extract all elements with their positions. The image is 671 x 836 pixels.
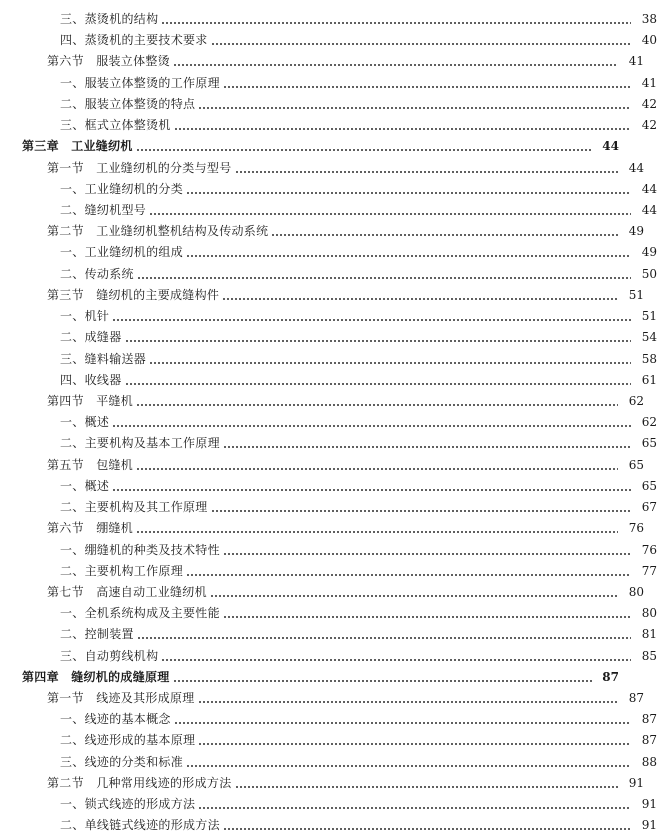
dot-leader (161, 646, 631, 667)
toc-page-number: 49 (641, 245, 657, 260)
toc-subsection-row (0, 561, 671, 582)
dot-leader (137, 624, 631, 645)
dot-leader (136, 391, 618, 412)
dot-leader (235, 158, 618, 179)
toc-entry-title: 一、概述 (60, 415, 110, 430)
toc-entry-title: 二、主要机构工作原理 (60, 563, 184, 578)
toc-section-row (0, 455, 658, 476)
dot-leader (271, 221, 618, 242)
toc-subsection-row (0, 603, 671, 624)
toc-entry-title: 一、线迹的基本概念 (60, 712, 171, 727)
toc-page-number: 65 (641, 436, 657, 451)
toc-section-row (0, 688, 658, 709)
toc-subsection-row (0, 709, 671, 730)
toc-entry-title: 第一节 工业缝纫机的分类与型号 (47, 160, 232, 175)
dot-leader (186, 242, 631, 263)
dot-leader (186, 561, 631, 582)
toc-chapter-row (0, 667, 633, 688)
dot-leader (198, 688, 618, 709)
toc-page-number: 65 (641, 478, 657, 493)
toc-entry-title: 一、工业缝纫机的组成 (60, 245, 184, 260)
toc-page-number: 44 (641, 202, 657, 217)
toc-page-number: 87 (641, 733, 657, 748)
toc-page-number: 91 (628, 775, 644, 790)
toc-section-row (0, 518, 658, 539)
dot-leader (112, 412, 631, 433)
toc-entry-title: 二、控制装置 (60, 627, 134, 642)
toc-page-number: 61 (641, 372, 657, 387)
toc-entry-title: 二、单线链式线迹的形成方法 (60, 818, 220, 833)
toc-page-number: 41 (641, 75, 657, 90)
toc-entry-title: 三、蒸烫机的结构 (60, 12, 159, 26)
toc-subsection-row (0, 624, 671, 645)
dot-leader (198, 94, 631, 115)
toc-entry-title: 二、传动系统 (60, 266, 134, 281)
toc-page-number: 80 (628, 584, 644, 599)
dot-leader (223, 540, 631, 561)
toc-entry-title: 第四章 缝纫机的成缝原理 (22, 669, 170, 684)
toc-entry-title: 一、工业缝纫机的分类 (60, 181, 184, 196)
toc-entry-title: 二、主要机构及其工作原理 (60, 500, 208, 515)
toc-entry-title: 三、线迹的分类和标准 (60, 754, 184, 769)
toc-section-row (0, 221, 658, 242)
toc-entry-title: 一、绷缝机的种类及技术特性 (60, 542, 220, 557)
toc-page-number: 50 (641, 266, 657, 281)
toc-section-row (0, 158, 658, 179)
toc-page-number: 67 (641, 500, 657, 515)
dot-leader (161, 9, 631, 30)
toc-section-row (0, 391, 658, 412)
dot-leader (149, 349, 631, 370)
toc-subsection-row (0, 200, 671, 221)
dot-leader (137, 264, 631, 285)
toc-page-number: 91 (641, 818, 657, 833)
toc-subsection-row (0, 752, 671, 773)
toc-page-number: 76 (641, 542, 657, 557)
toc-subsection-row (0, 433, 671, 454)
toc-subsection-row (0, 264, 671, 285)
dot-leader (223, 433, 631, 454)
toc-entry-title: 第五节 包缝机 (47, 457, 134, 472)
toc-page-number: 77 (641, 563, 657, 578)
toc-entry-title: 二、服装立体整烫的特点 (60, 96, 196, 111)
dot-leader (223, 815, 631, 836)
dot-leader (125, 370, 631, 391)
toc-page-number: 87 (628, 691, 644, 706)
toc-subsection-row (0, 179, 671, 200)
dot-leader (186, 179, 631, 200)
dot-leader (173, 667, 593, 688)
toc-page-number: 41 (628, 54, 644, 69)
toc-entry-title: 二、缝纫机型号 (60, 202, 147, 217)
dot-leader (186, 752, 631, 773)
toc-page-number: 80 (641, 606, 657, 621)
toc-page-number: 42 (641, 118, 657, 133)
dot-leader (174, 709, 631, 730)
dot-leader (211, 497, 631, 518)
toc-subsection-row (0, 476, 671, 497)
toc-section-row (0, 51, 658, 72)
toc-subsection-row (0, 242, 671, 263)
dot-leader (223, 73, 631, 94)
toc-subsection-row (0, 370, 671, 391)
toc-page-number: 85 (641, 648, 657, 663)
dot-leader (136, 455, 618, 476)
toc-subsection-row (0, 497, 671, 518)
toc-entry-title: 第二节 工业缝纫机整机结构及传动系统 (47, 224, 269, 239)
toc-chapter-row (0, 136, 633, 157)
toc-entry-title: 第三节 缝纫机的主要成缝构件 (47, 287, 220, 302)
toc-entry-title: 二、主要机构及基本工作原理 (60, 436, 220, 451)
toc-subsection-row (0, 94, 671, 115)
toc-subsection-row (0, 115, 671, 136)
toc-section-row (0, 582, 658, 603)
toc-entry-title: 第四节 平缝机 (47, 393, 134, 408)
toc-entry-title: 第七节 高速自动工业缝纫机 (47, 584, 207, 599)
toc-entry-title: 第一节 线迹及其形成原理 (47, 691, 195, 706)
toc-subsection-row (0, 349, 671, 370)
toc-subsection-row (0, 327, 671, 348)
toc-subsection-row (0, 794, 671, 815)
toc-subsection-row (0, 412, 671, 433)
toc-page-number: 81 (641, 627, 657, 642)
toc-entry-title: 一、全机系统构成及主要性能 (60, 606, 220, 621)
toc-entry-title: 一、服装立体整烫的工作原理 (60, 75, 220, 90)
toc-section-row (0, 773, 658, 794)
dot-leader (198, 794, 631, 815)
dot-leader (235, 773, 618, 794)
toc-entry-title: 三、缝料输送器 (60, 351, 147, 366)
toc-entry-title: 四、蒸烫机的主要技术要求 (60, 33, 208, 48)
dot-leader (198, 730, 631, 751)
toc-page-number: 91 (641, 797, 657, 812)
toc-section-row (0, 285, 658, 306)
toc-page-number: 40 (641, 33, 657, 48)
toc-page-number: 49 (628, 224, 644, 239)
toc-page-number: 51 (641, 309, 657, 324)
toc-entry-title: 第六节 绷缝机 (47, 521, 134, 536)
dot-leader (149, 200, 631, 221)
toc-subsection-row (0, 30, 671, 51)
toc-page-number: 44 (602, 139, 619, 154)
toc-subsection-row (0, 730, 671, 751)
dot-leader (222, 285, 618, 306)
toc-page-number: 62 (641, 415, 657, 430)
dot-leader (136, 136, 593, 157)
toc-entry-title: 二、成缝器 (60, 330, 122, 345)
toc-page-number: 44 (628, 160, 644, 175)
dot-leader (112, 306, 631, 327)
toc-page-number: 42 (641, 96, 657, 111)
toc-entry-title: 一、机针 (60, 309, 110, 324)
toc-entry-title: 三、框式立体整烫机 (60, 118, 171, 133)
toc-page-number: 54 (641, 330, 657, 345)
toc-entry-title: 第二节 几种常用线迹的形成方法 (47, 775, 232, 790)
toc-subsection-row (0, 306, 671, 327)
toc-page-number: 62 (628, 393, 644, 408)
toc-subsection-row (0, 540, 671, 561)
dot-leader (223, 603, 631, 624)
toc-entry-title: 第三章 工业缝纫机 (22, 139, 133, 154)
toc-page-number: 65 (628, 457, 644, 472)
dot-leader (173, 51, 618, 72)
toc-page-number: 38 (641, 12, 657, 26)
toc-subsection-row (0, 646, 671, 667)
toc-entry-title: 三、自动剪线机构 (60, 648, 159, 663)
toc-subsection-row (0, 815, 671, 836)
toc-entry-title: 一、概述 (60, 478, 110, 493)
toc-page-number: 58 (641, 351, 657, 366)
toc-subsection-row (0, 73, 671, 94)
toc-page-number: 87 (641, 712, 657, 727)
toc-entry-title: 一、锁式线迹的形成方法 (60, 797, 196, 812)
toc-page-number: 76 (628, 521, 644, 536)
dot-leader (211, 30, 631, 51)
toc-page-number: 88 (641, 754, 657, 769)
toc-entry-title: 第六节 服装立体整烫 (47, 54, 171, 69)
dot-leader (125, 327, 631, 348)
dot-leader (112, 476, 631, 497)
toc-entry-title: 二、线迹形成的基本原理 (60, 733, 196, 748)
toc-page-number: 51 (628, 287, 644, 302)
toc-page-number: 44 (641, 181, 657, 196)
dot-leader (136, 518, 618, 539)
toc-subsection-row (0, 9, 671, 30)
toc-page-number: 87 (602, 669, 619, 684)
toc-entry-title: 四、收线器 (60, 372, 122, 387)
dot-leader (174, 115, 631, 136)
dot-leader (210, 582, 618, 603)
